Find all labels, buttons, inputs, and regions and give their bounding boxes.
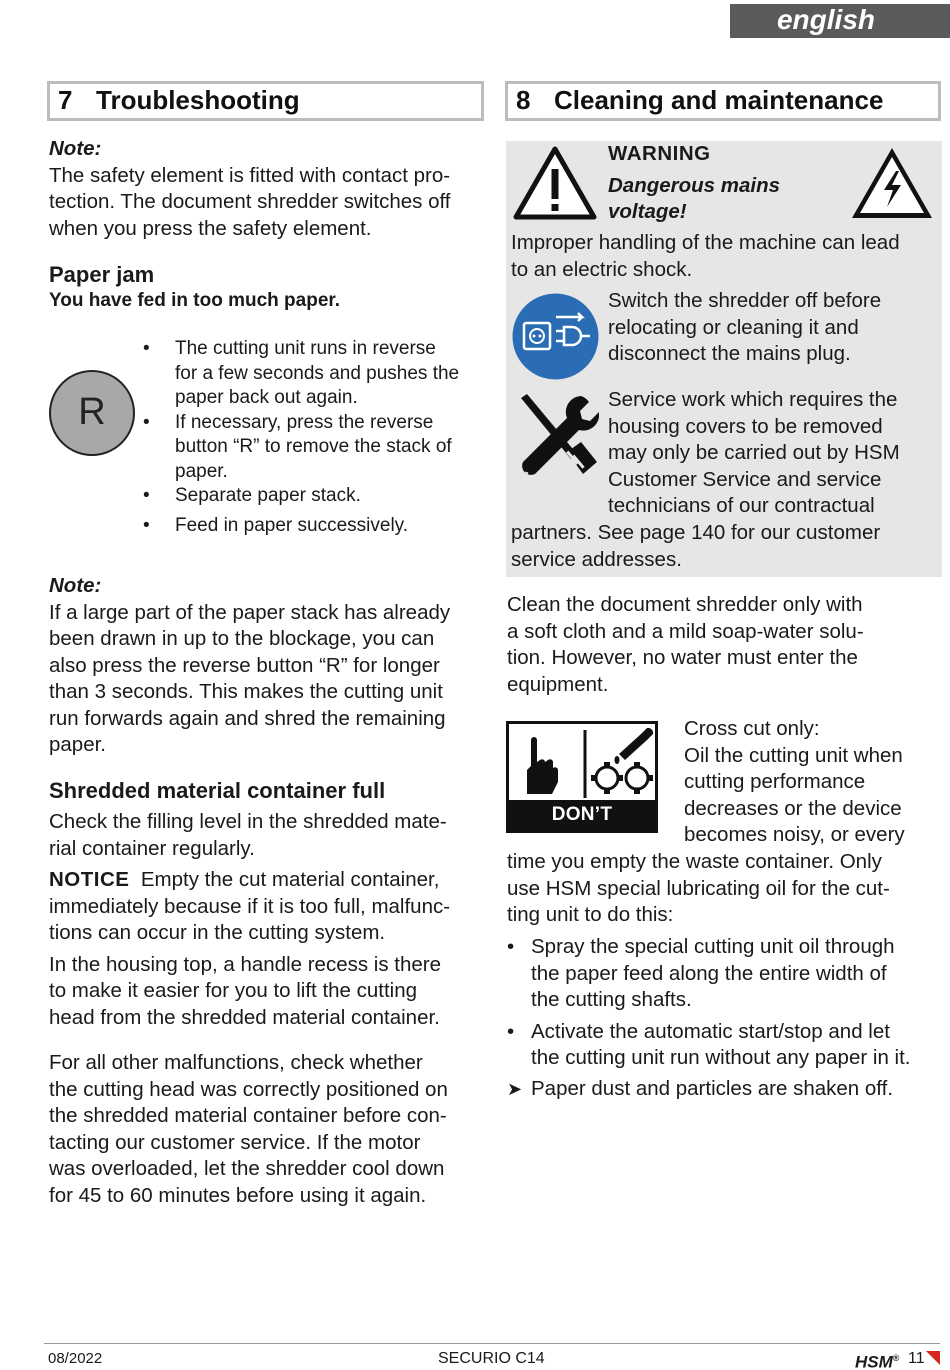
oil-result-text: Paper dust and particles are shaken off. [531,1077,894,1100]
high-voltage-icon [849,145,935,221]
footer-brand-logo [855,1349,899,1370]
notice-line: tions can occur in the cutting system. [49,921,386,944]
unplug-line: relocating or cleaning it and [608,315,859,339]
list-item-line: • Separate paper stack. [175,485,361,506]
warning-label: WARNING [608,142,711,165]
note-2-line: run forwards again and shred the remaining [49,706,446,730]
corner-marker-icon [926,1351,940,1365]
tools-icon [511,392,599,484]
section-8-title [505,81,941,121]
warning-heading [608,141,848,226]
warning-line: to an electric shock. [511,257,693,281]
note-1-line: when you press the safety element. [49,216,372,240]
note-2-line: been drawn in up to the blockage, you can [49,627,435,650]
oil-line: ting unit to do this: [507,903,674,926]
oil-tail-text [507,849,947,929]
service-line: technicians of our contractual [608,494,875,517]
unplug-text [608,288,938,368]
other-line: For all other malfunctions, check whether [49,1051,423,1074]
footer-date: 08/2022 [48,1350,103,1367]
footer-model: SECURIO C14 [438,1350,545,1367]
dont-forget-label: DON’T FORGET [509,800,655,830]
arrow-right-icon: ➤ [507,1079,523,1099]
oil-gears-icon [511,724,657,804]
cleaning-line: Clean the document shredder only with [507,593,863,616]
cleaning-line: equipment. [507,672,609,696]
list-item-line: button “R” to remove the stack of [175,436,452,457]
container-full-line: In the housing top, a handle recess is there [49,952,442,976]
list-item [507,1019,947,1072]
list-item [143,411,488,485]
oil-line: cutting performance [684,770,866,793]
dont-forget-badge [506,721,658,855]
section-7-number: 7 [58,85,73,115]
note-1-heading: Note: [49,137,102,160]
list-item-line: for a few seconds and pushes the [175,362,460,384]
note-1-line: tection. The document shredder switches off [49,190,451,213]
service-line: partners. See page 140 for our customer [511,521,881,544]
oil-line: time you empty the waste container. Only [507,850,882,873]
oil-result [507,1076,947,1103]
list-item-line: • Spray the special cutting unit oil through [531,935,895,958]
container-full-heading: Shredded material container full [49,778,386,803]
oil-steps [507,934,947,1072]
other-line: for 45 to 60 minutes before using it again. [49,1183,427,1207]
note-2-line: If a large part of the paper stack has already [49,600,451,624]
warning-subtitle: voltage! [608,200,687,223]
oil-side-text [684,716,946,849]
container-full-block [49,777,489,1031]
other-line: the shredded material container before con- [49,1104,447,1127]
section-7-title [47,81,484,121]
list-item-line: the cutting unit run without any paper in it. [531,1046,911,1069]
warning-line: Improper handling of the machine can lead [511,231,900,254]
note-2-line: than 3 seconds. This makes the cutting unit [49,680,443,703]
warning-text [511,230,946,283]
list-item [143,514,488,539]
oil-line: use HSM special lubricating oil for the cut- [507,876,890,900]
service-text [608,387,938,520]
service-line: service addresses. [511,547,682,571]
note-2-line: also press the reverse button “R” for longer [49,653,440,677]
paper-jam-steps [143,337,488,538]
unplug-mains-icon [512,293,599,380]
container-full-line: rial container regularly. [49,836,255,860]
section-8-title-text: Cleaning and maintenance [554,85,884,115]
notice-label: NOTICE [49,868,130,891]
cleaning-line: tion. However, no water must enter the [507,646,858,669]
other-malfunctions [49,1050,489,1209]
reverse-button-icon: R [49,370,135,456]
note-1-line: The safety element is fitted with contact pro- [49,163,451,187]
list-item-line: the cutting shafts. [531,988,692,1011]
list-item-line: paper back out again. [175,387,358,408]
notice-line [49,867,489,894]
note-1 [49,136,489,242]
page-number: 11 [908,1350,925,1367]
warning-triangle-icon [512,145,598,221]
section-7-title-text: Troubleshooting [96,85,300,115]
oil-line: Cross cut only: [684,717,820,740]
other-line: tacting our customer service. If the motor [49,1130,421,1154]
paper-jam-cause: You have fed in too much paper. [49,290,341,311]
list-item-line: the paper feed along the entire width of [531,961,887,985]
list-item-line: paper. [175,460,228,482]
footer-divider [44,1343,940,1344]
warning-subtitle: Dangerous mains [608,173,781,197]
service-line: housing covers to be removed [608,414,883,438]
registered-mark: ® [892,1353,900,1363]
other-line: was overloaded, let the shredder cool down [49,1157,445,1180]
container-full-line: head from the shredded material container. [49,1005,440,1029]
unplug-line: Switch the shredder off before [608,289,882,312]
list-item-line: • The cutting unit runs in reverse [175,338,436,359]
brand-name: HSM [855,1352,893,1370]
note-2 [49,573,489,759]
paper-jam-heading: Paper jam [49,262,155,287]
notice-text: Empty the cut material container, [140,868,440,891]
unplug-line: disconnect the mains plug. [608,342,851,365]
list-item [143,484,488,509]
paper-jam-heading-block [49,261,489,313]
oil-line: decreases or the device [684,796,902,820]
cleaning-line: a soft cloth and a mild soap-water solu- [507,619,864,643]
oil-line: becomes noisy, or every [684,823,905,846]
list-item [143,337,488,411]
list-item [507,934,947,1014]
list-item-line: • Activate the automatic start/stop and let [531,1019,890,1043]
cleaning-text [507,592,947,698]
other-line: the cutting head was correctly positioned on [49,1077,448,1101]
list-item-line: • Feed in paper successively. [175,514,409,536]
section-8-number: 8 [516,85,531,115]
service-line: may only be carried out by HSM [608,441,900,464]
list-item-line: • If necessary, press the reverse [175,411,434,433]
oil-line: Oil the cutting unit when [684,743,903,767]
note-2-line: paper. [49,733,106,756]
container-full-line: Check the filling level in the shredded mate- [49,810,447,833]
service-line: Service work which requires the [608,388,898,411]
note-2-heading: Note: [49,574,102,597]
language-tab: english [730,4,950,38]
service-line: Customer Service and service [608,467,882,491]
service-tail [511,520,946,573]
notice-line: immediately because if it is too full, malfunc- [49,894,451,918]
container-full-line: to make it easier for you to lift the cutting [49,979,418,1002]
